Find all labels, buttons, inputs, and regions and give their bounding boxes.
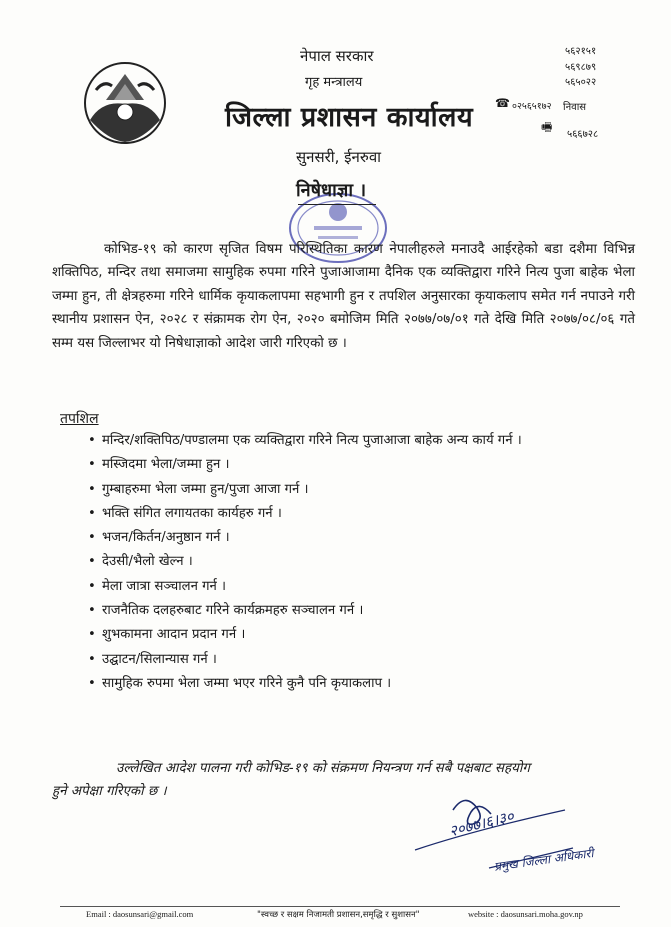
phone-number: ५६२१५१ [565, 46, 597, 57]
schedule-list [88, 429, 648, 696]
phone-icon: ☎ [495, 96, 510, 110]
phone-main: ०२५६५१७२ [512, 101, 552, 112]
list-item: • शुभकामना आदान प्रदान गर्न । [88, 623, 648, 647]
list-item: • सामुहिक रुपमा भेला जम्मा भएर गरिने कुनै पनि कृयाकलाप । [88, 672, 648, 696]
phone-number: ५६५०२२ [565, 77, 597, 88]
office-address: सुनसरी, ईनरुवा [296, 148, 382, 166]
footer-email: Email : daosunsari@gmail.com [86, 909, 194, 919]
list-item: • राजनैतिक दलहरुबाट गरिने कार्यक्रमहरु सञ्चालन गर्न । [88, 599, 648, 623]
list-item: • देउसी/भैलो खेल्न । [88, 550, 648, 574]
phone-number: ५६९८७९ [565, 61, 597, 73]
footer-website: website : daosunsari.moha.gov.np [468, 909, 583, 919]
residence-label: निवास [563, 102, 587, 113]
government-name: नेपाल सरकार [300, 47, 374, 65]
list-item: • मेला जात्रा सञ्चालन गर्न । [88, 575, 648, 599]
list-item: • मस्जिदमा भेला/जम्मा हुन । [88, 453, 648, 477]
signature-date: २०७७।६।३० [447, 807, 516, 841]
list-item: • मन्दिर/शक्तिपिठ/पण्डालमा एक व्यक्तिद्वारा गरिने नित्य पुजाआजा बाहेक अन्य कार्य गर्न । [88, 429, 648, 453]
order-paragraph: कोभिड-१९ को कारण सृजित विषम परिस्थितिका कारण नेपालीहरुले मनाउदै आईरहेको बडा दशैमा विभिन्न शक्तिपिठ, मन्दिर तथा समाजमा सामुहिक रुपमा गरिने पुजाआजामा दैनिक एक व्यक्तिद्वारा गरिने नित्य पुजा बाहेक भेला जम्मा हुन, ती क्षेत्रहरुमा गरिने धार्मिक कृयाकलापमा सहभागी हुन र तपशिल अनुसारका कृयाकलाप समेत गर्न नपाउने गरी स्थानीय प्रशासन ऐन, २०२८ र संक्रामक रोग ऐन, २०२० बमोजिम मिति २०७७/०७/०१ गते देखि मिति २०७७/०८/०६ गते सम्म यस जिल्लाभर यो निषेधाज्ञाको आदेश जारी गरिएको छ । [52, 242, 635, 351]
page-title: निषेधाज्ञा । [296, 180, 367, 201]
list-item: • भक्ति संगित लगायतका कार्यहरु गर्न । [88, 502, 648, 526]
signatory-title: प्रमुख जिल्ला अधिकारी [493, 846, 595, 874]
title-underline [298, 204, 376, 205]
list-item: • उद्घाटन/सिलान्यास गर्न । [88, 648, 648, 672]
footer-divider [60, 906, 620, 907]
schedule-heading: तपशिल [60, 411, 99, 427]
phone-numbers [565, 44, 596, 91]
closing-line-1: उल्लेखित आदेश पालना गरी कोभिड-१९ को संक्रमण नियन्त्रण गर्न सबै पक्षबाट सहयोग [116, 761, 530, 776]
ministry-name: गृह मन्त्रालय [305, 75, 363, 90]
list-item: • गुम्बाहरुमा भेला जम्मा हुन/पुजा आजा गर्न । [88, 478, 648, 502]
fax-icon: 🖷 [541, 120, 553, 134]
closing-line-2: हुने अपेक्षा गरिएको छ । [52, 784, 167, 799]
office-name: जिल्ला प्रशासन कार्यालय [225, 102, 474, 133]
signature-scribble [405, 790, 575, 900]
fax-number: ५६६७२८ [567, 129, 599, 140]
footer-motto: "स्वच्छ र सक्षम निजामती प्रशासन,समृद्धि र सुशासन" [257, 910, 420, 920]
list-item: • भजन/किर्तन/अनुष्ठान गर्न । [88, 526, 648, 550]
nepal-emblem-icon [82, 60, 168, 146]
